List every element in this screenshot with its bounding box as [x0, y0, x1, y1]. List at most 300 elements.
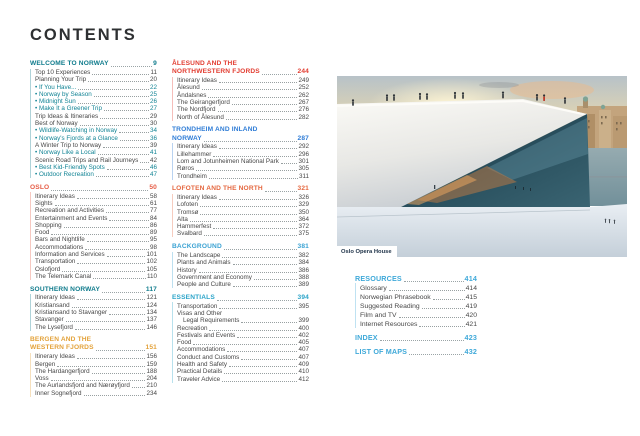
toc-item	[35, 171, 157, 178]
toc-item-list	[355, 283, 477, 328]
item-label: Traveler Advice	[177, 375, 221, 383]
toc-item	[35, 222, 157, 229]
item-label: Practical Details	[177, 368, 223, 376]
item-page-number: 89	[149, 229, 157, 237]
dotted-leader	[84, 395, 146, 396]
toc-item	[35, 368, 157, 375]
opera-house-illustration	[337, 76, 627, 257]
toc-item	[177, 274, 309, 281]
item-page-number: 386	[298, 266, 309, 274]
toc-column-left	[30, 60, 157, 402]
toc-item	[35, 294, 157, 301]
dotted-leader	[77, 358, 146, 359]
section-page-number: 423	[464, 333, 477, 343]
dotted-leader	[98, 154, 149, 155]
item-page-number: 364	[298, 215, 309, 223]
dotted-leader	[281, 163, 298, 164]
item-label: Sights	[35, 199, 53, 207]
toc-section-header	[30, 184, 157, 192]
toc-section-header	[30, 60, 157, 68]
item-page-number: 42	[149, 156, 157, 164]
item-label: The Lysefjord	[35, 323, 73, 331]
toc-item	[177, 143, 309, 150]
toc-section-header	[355, 273, 477, 283]
section-title: NORWAY	[172, 134, 202, 142]
toc-item	[177, 252, 309, 259]
section-title: LOFOTEN AND THE NORTH	[172, 185, 263, 193]
dotted-leader	[380, 340, 464, 341]
section-title: WESTERN FJORDS	[30, 344, 94, 352]
dotted-leader	[389, 290, 465, 291]
item-label: Røros	[177, 165, 195, 173]
item-page-number: 402	[298, 331, 309, 339]
section-title: BACKGROUND	[172, 243, 222, 251]
toc-item	[35, 316, 157, 323]
section-title: ÅLESUND AND THE	[172, 60, 238, 68]
toc-column-middle	[172, 60, 309, 388]
toc-item	[177, 368, 309, 375]
toc-item	[177, 223, 309, 230]
item-label: The Nordfjord	[177, 106, 216, 114]
dotted-leader	[77, 263, 145, 264]
toc-section-header	[172, 134, 309, 142]
toc-section	[172, 60, 309, 121]
item-page-number: 46	[149, 163, 157, 171]
item-label: Legal Requirements	[183, 317, 240, 325]
section-page-number: 432	[464, 347, 477, 357]
toc-item	[177, 310, 309, 317]
item-label: Hammerfest	[177, 223, 212, 231]
item-page-number: 407	[298, 346, 309, 354]
dotted-leader	[102, 292, 145, 293]
toc-section	[355, 333, 477, 343]
toc-item	[35, 83, 157, 90]
dotted-leader	[200, 206, 297, 207]
toc-item-list	[30, 69, 157, 178]
item-page-number: 326	[298, 194, 309, 201]
item-page-number: 134	[146, 308, 157, 316]
dotted-leader	[241, 322, 297, 323]
dotted-leader	[241, 359, 297, 360]
section-title: OSLO	[30, 183, 50, 191]
dotted-leader	[96, 176, 149, 177]
dotted-leader	[106, 212, 149, 213]
item-page-number: 34	[149, 127, 157, 135]
item-label: • Norway Like a Local	[35, 149, 96, 157]
toc-item-list	[172, 194, 309, 238]
dotted-leader	[229, 366, 297, 367]
item-label: Glossary	[360, 285, 387, 293]
section-page-number: 117	[145, 285, 157, 293]
section-title: INDEX	[355, 333, 378, 343]
section-title: BERGEN AND THE	[30, 336, 92, 344]
dotted-leader	[233, 264, 298, 265]
item-label: People and Culture	[177, 281, 231, 289]
item-label: A Winter Trip to Norway	[35, 141, 102, 149]
item-page-number: 405	[298, 339, 309, 347]
toc-item	[177, 230, 309, 237]
item-label: Itinerary Ideas	[177, 77, 217, 85]
toc-item	[177, 346, 309, 353]
toc-item	[35, 258, 157, 265]
toc-section-header	[355, 347, 477, 357]
toc-section-header	[172, 126, 309, 134]
toc-item	[35, 301, 157, 308]
toc-item	[35, 105, 157, 112]
item-label: Food	[177, 339, 192, 347]
item-label: Trondheim	[177, 172, 207, 180]
item-label: • Best Kid-Friendly Spots	[35, 163, 105, 171]
item-page-number: 61	[149, 199, 157, 207]
dotted-leader	[227, 351, 297, 352]
item-page-number: 159	[146, 360, 157, 368]
toc-section	[172, 243, 309, 288]
dotted-leader	[109, 314, 145, 315]
item-page-number: 382	[298, 251, 309, 259]
dotted-leader	[233, 286, 298, 287]
item-page-number: 26	[149, 98, 157, 106]
item-page-number: 25	[149, 90, 157, 98]
item-page-number: 350	[298, 208, 309, 216]
dotted-leader	[107, 256, 146, 257]
toc-item	[360, 283, 477, 292]
dotted-leader	[94, 96, 149, 97]
item-page-number: 11	[150, 68, 157, 76]
dotted-leader	[232, 104, 298, 105]
toc-section	[30, 60, 157, 178]
item-page-number: 410	[298, 368, 309, 376]
dotted-leader	[140, 162, 149, 163]
toc-item-list	[172, 77, 309, 121]
item-label: Itinerary Ideas	[177, 143, 217, 151]
toc-section	[355, 273, 477, 328]
toc-section	[30, 184, 157, 280]
item-page-number: 58	[149, 192, 157, 200]
toc-item	[35, 200, 157, 207]
dotted-leader	[262, 74, 297, 75]
toc-item-continued	[177, 317, 309, 324]
item-page-number: 156	[146, 353, 157, 361]
toc-section-header	[172, 294, 309, 302]
toc-item	[35, 207, 157, 214]
item-label: The Hardangerfjord	[35, 367, 90, 375]
dotted-leader	[237, 337, 297, 338]
toc-section-header	[172, 60, 309, 68]
toc-item	[35, 229, 157, 236]
item-page-number: 409	[298, 361, 309, 369]
toc-item	[35, 375, 157, 382]
item-page-number: 210	[146, 382, 157, 390]
dotted-leader	[92, 74, 149, 75]
toc-item	[177, 158, 309, 165]
dotted-leader	[209, 178, 298, 179]
dotted-leader	[64, 227, 149, 228]
item-page-number: 282	[298, 113, 309, 121]
item-page-number: 372	[298, 223, 309, 231]
toc-item	[360, 310, 477, 319]
section-title: WELCOME TO NORWAY	[30, 60, 109, 68]
toc-item	[35, 323, 157, 330]
item-label: Entertainment and Events	[35, 214, 108, 222]
item-label: The Landscape	[177, 251, 221, 259]
toc-section-header	[30, 336, 157, 344]
item-page-number: 86	[149, 221, 157, 229]
dotted-leader	[209, 330, 297, 331]
toc-item	[177, 99, 309, 106]
toc-item	[177, 150, 309, 157]
item-page-number: 301	[298, 157, 309, 165]
item-page-number: 146	[146, 323, 157, 331]
item-page-number: 414	[465, 285, 477, 293]
section-title: NORTHWESTERN FJORDS	[172, 68, 260, 76]
toc-item	[35, 265, 157, 272]
dotted-leader	[51, 190, 148, 191]
item-page-number: 375	[298, 230, 309, 238]
toc-section	[30, 285, 157, 330]
toc-item	[177, 361, 309, 368]
item-page-number: 292	[298, 143, 309, 151]
dotted-leader	[72, 307, 146, 308]
item-label: • Outdoor Recreation	[35, 171, 94, 179]
dotted-leader	[399, 317, 465, 318]
item-page-number: 421	[465, 321, 477, 329]
dotted-leader	[109, 220, 149, 221]
dotted-leader	[92, 373, 146, 374]
item-page-number: 400	[298, 324, 309, 332]
toc-section-header	[30, 344, 157, 352]
item-label: Government and Economy	[177, 273, 252, 281]
item-label: Ålesund	[177, 84, 200, 92]
item-label: Recreation and Activities	[35, 207, 104, 215]
toc-section-header	[172, 243, 309, 251]
item-label: Itinerary Ideas	[35, 353, 75, 361]
toc-item	[360, 292, 477, 301]
dotted-leader	[80, 125, 149, 126]
dotted-leader	[51, 380, 146, 381]
photo-oslo-opera-house	[337, 76, 627, 257]
dotted-leader	[219, 82, 298, 83]
dotted-leader	[55, 205, 149, 206]
item-page-number: 399	[298, 317, 309, 325]
dotted-leader	[62, 271, 145, 272]
item-page-number: 234	[146, 389, 157, 397]
item-page-number: 296	[298, 150, 309, 158]
section-page-number: 50	[149, 183, 157, 191]
item-label: Itinerary Ideas	[35, 294, 75, 302]
item-label: • Wildlife-Watching in Norway	[35, 127, 118, 135]
dotted-leader	[51, 234, 149, 235]
item-label: Norwegian Phrasebook	[360, 294, 431, 302]
dotted-leader	[200, 214, 297, 215]
toc-item	[35, 69, 157, 76]
dotted-leader	[199, 272, 298, 273]
item-page-number: 204	[146, 375, 157, 383]
toc-item	[177, 106, 309, 113]
toc-item-list	[30, 353, 157, 397]
item-page-number: 105	[146, 265, 157, 273]
dotted-leader	[104, 110, 149, 111]
toc-section	[172, 185, 309, 237]
toc-section	[355, 347, 477, 357]
toc-item-list	[30, 294, 157, 330]
dotted-leader	[77, 198, 149, 199]
toc-column-right	[355, 273, 477, 361]
item-label: Recreation	[177, 324, 208, 332]
dotted-leader	[219, 199, 298, 200]
toc-item	[35, 360, 157, 367]
toc-item	[35, 112, 157, 119]
item-page-number: 329	[298, 201, 309, 209]
section-page-number: 244	[297, 68, 309, 76]
section-page-number: 394	[297, 293, 309, 301]
dotted-leader	[66, 321, 146, 322]
item-page-number: 276	[298, 106, 309, 114]
dotted-leader	[219, 148, 298, 149]
item-page-number: 412	[298, 375, 309, 383]
item-page-number: 262	[298, 91, 309, 99]
person-red-jacket	[543, 94, 545, 101]
toc-item-list	[172, 252, 309, 288]
dotted-leader	[265, 191, 297, 192]
item-label: Shopping	[35, 221, 62, 229]
toc-section	[172, 294, 309, 383]
dotted-leader	[222, 257, 297, 258]
item-page-number: 384	[298, 259, 309, 267]
item-page-number: 252	[298, 84, 309, 92]
item-label: Food	[35, 229, 50, 237]
toc-item	[177, 302, 309, 309]
item-label: Svalbard	[177, 230, 202, 238]
toc-item	[177, 375, 309, 382]
page-title: CONTENTS	[30, 26, 137, 44]
dotted-leader	[208, 97, 297, 98]
item-label: Åndalsnes	[177, 91, 207, 99]
section-title: SOUTHERN NORWAY	[30, 285, 101, 293]
section-page-number: 151	[145, 344, 157, 352]
toc-item-list	[30, 192, 157, 280]
item-label: Bergen	[35, 360, 56, 368]
dotted-leader	[190, 221, 298, 222]
dotted-leader	[77, 299, 146, 300]
toc-item	[35, 98, 157, 105]
dotted-leader	[204, 141, 297, 142]
toc-item	[35, 243, 157, 250]
toc-item	[35, 76, 157, 83]
item-label: Kristiansand to Stavanger	[35, 308, 108, 316]
item-label: Suggested Reading	[360, 303, 420, 311]
toc-item	[35, 127, 157, 134]
dotted-leader	[222, 381, 297, 382]
toc-item	[177, 281, 309, 288]
toc-item	[35, 236, 157, 243]
item-label: Transportation	[35, 258, 76, 266]
toc-item	[177, 91, 309, 98]
item-page-number: 137	[146, 316, 157, 324]
item-label: Trip Ideas & Itineraries	[35, 112, 99, 120]
item-label: The Geirangerfjord	[177, 99, 230, 107]
dotted-leader	[226, 119, 298, 120]
toc-section	[30, 336, 157, 397]
toc-item	[360, 319, 477, 328]
dotted-leader	[100, 118, 149, 119]
toc-item	[177, 208, 309, 215]
dotted-leader	[213, 228, 297, 229]
item-page-number: 124	[146, 301, 157, 309]
item-label: North of Ålesund	[177, 113, 224, 121]
dotted-leader	[78, 89, 149, 90]
item-label: Kristiansand	[35, 301, 70, 309]
dotted-leader	[202, 89, 298, 90]
dotted-leader	[224, 249, 297, 250]
item-page-number: 84	[149, 214, 157, 222]
item-page-number: 29	[149, 112, 157, 120]
dotted-leader	[88, 81, 149, 82]
item-page-number: 47	[149, 171, 157, 179]
item-label: • Make It a Greener Trip	[35, 105, 102, 113]
dotted-leader	[87, 241, 149, 242]
dotted-leader	[219, 308, 297, 309]
item-label: Lillehammer	[177, 150, 212, 158]
toc-item	[35, 120, 157, 127]
toc-section-header	[30, 285, 157, 293]
item-page-number: 395	[298, 302, 309, 310]
toc-item	[177, 165, 309, 172]
toc-item	[177, 84, 309, 91]
toc-item	[35, 309, 157, 316]
dotted-leader	[107, 169, 149, 170]
dotted-leader	[85, 249, 149, 250]
photo-caption: Oslo Opera House	[337, 246, 397, 257]
toc-item	[177, 172, 309, 179]
toc-item	[35, 251, 157, 258]
dotted-leader	[75, 329, 146, 330]
dotted-leader	[78, 103, 149, 104]
item-label: Lofoten	[177, 201, 199, 209]
item-label: Alta	[177, 215, 188, 223]
item-label: The Aurlandsfjord and Nærøyfjord	[35, 382, 130, 390]
section-title: RESOURCES	[355, 273, 402, 283]
item-label: The Telemark Canal	[35, 272, 92, 280]
dotted-leader	[119, 132, 149, 133]
toc-section-header	[172, 68, 309, 76]
item-page-number: 407	[298, 353, 309, 361]
item-label: Information and Services	[35, 251, 105, 258]
toc-item	[177, 259, 309, 266]
toc-item	[177, 324, 309, 331]
item-label: Accommodations	[177, 346, 226, 354]
toc-item	[35, 382, 157, 389]
item-label: Visas and Other	[177, 309, 223, 317]
toc-item	[35, 273, 157, 280]
item-page-number: 389	[298, 281, 309, 289]
dotted-leader	[196, 170, 297, 171]
dotted-leader	[57, 366, 145, 367]
dotted-leader	[433, 299, 465, 300]
item-label: Oslofjord	[35, 265, 61, 273]
section-page-number: 381	[297, 243, 309, 251]
dotted-leader	[218, 111, 298, 112]
item-page-number: 36	[149, 134, 157, 142]
item-label: History	[177, 266, 197, 274]
toc-item	[35, 142, 157, 149]
item-page-number: 388	[298, 273, 309, 281]
toc-item-list	[172, 143, 309, 179]
toc-item	[35, 389, 157, 396]
dotted-leader	[111, 66, 153, 67]
toc-section-header	[355, 333, 477, 343]
item-label: Plants and Animals	[177, 259, 231, 267]
dotted-leader	[204, 235, 298, 236]
